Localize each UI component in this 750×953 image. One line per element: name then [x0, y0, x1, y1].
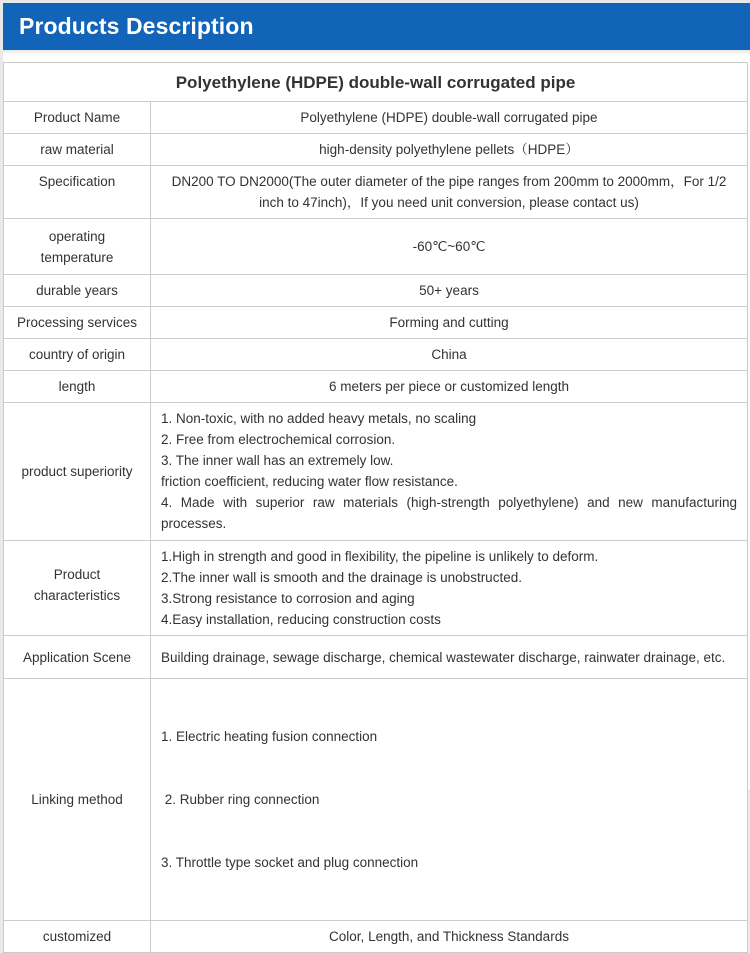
- list-item: 3. The inner wall has an extremely low.: [161, 453, 394, 468]
- row-label: Product Name: [4, 102, 151, 134]
- table-row-product-characteristics: [4, 541, 748, 636]
- row-label: Processing services: [4, 307, 151, 339]
- table-row-customized: [4, 921, 748, 953]
- row-value-list: [151, 541, 748, 636]
- list-item: 2. Free from electrochemical corrosion.: [161, 432, 396, 447]
- row-label: Specification: [4, 166, 151, 219]
- table-row-specification: [4, 166, 748, 219]
- table-row-operating-temperature: [4, 219, 748, 275]
- table-row-product-name: [4, 102, 748, 134]
- row-label: operating temperature: [4, 219, 151, 275]
- table-row-application-scene: [4, 636, 748, 679]
- table-row-length: [4, 371, 748, 403]
- row-label: Linking method: [4, 679, 151, 921]
- row-label: raw material: [4, 134, 151, 166]
- row-label: product superiority: [4, 403, 151, 541]
- list-item: 2.The inner wall is smooth and the drainage is unobstructed.: [161, 570, 522, 585]
- row-label: country of origin: [4, 339, 151, 371]
- list-item: 1. Electric heating fusion connection: [161, 729, 378, 744]
- row-value-list: [151, 403, 748, 541]
- list-item: 3. Throttle type socket and plug connection: [161, 855, 419, 870]
- row-label: customized: [4, 921, 151, 953]
- section-header-banner: [3, 3, 750, 50]
- table-row-country-of-origin: [4, 339, 748, 371]
- row-label: durable years: [4, 275, 151, 307]
- row-value: DN200 TO DN2000(The outer diameter of the pipe ranges from 200mm to 2000mm，For 1/2 inch to 47inch)，If you need unit conversion, please contact us): [151, 166, 748, 219]
- table-row-product-superiority: [4, 403, 748, 541]
- list-item: 1.High in strength and good in flexibility, the pipeline is unlikely to deform.: [161, 549, 599, 564]
- list-item: 2. Rubber ring connection: [161, 792, 320, 807]
- row-value: Polyethylene (HDPE) double-wall corrugated pipe: [151, 102, 748, 134]
- table-row-raw-material: [4, 134, 748, 166]
- row-value: 50+ years: [151, 275, 748, 307]
- table-row-processing-services: [4, 307, 748, 339]
- row-value-list: [151, 679, 748, 921]
- list-item: 4.Easy installation, reducing construction costs: [161, 612, 441, 627]
- row-value: -60℃~60℃: [151, 219, 748, 275]
- list-item: 1. Non-toxic, with no added heavy metals, no scaling: [161, 411, 477, 426]
- row-value: China: [151, 339, 748, 371]
- table-row-durable-years: [4, 275, 748, 307]
- row-value: high-density polyethylene pellets（HDPE）: [151, 134, 748, 166]
- row-value: Building drainage, sewage discharge, chemical wastewater discharge, rainwater drainage, etc.: [151, 636, 748, 679]
- row-value: Color, Length, and Thickness Standards: [151, 921, 748, 953]
- list-item: friction coefficient, reducing water flow resistance.: [161, 474, 458, 489]
- table-row-linking-method: [4, 679, 748, 921]
- table-title-row: [4, 63, 748, 102]
- row-value: Forming and cutting: [151, 307, 748, 339]
- row-label: length: [4, 371, 151, 403]
- list-item: 4. Made with superior raw materials (high-strength polyethylene) and new manufacturing processes.: [161, 495, 737, 531]
- row-label: Product characteristics: [4, 541, 151, 636]
- row-label: Application Scene: [4, 636, 151, 679]
- product-spec-table: [3, 62, 748, 953]
- list-item: 3.Strong resistance to corrosion and aging: [161, 591, 415, 606]
- section-title: Products Description: [19, 13, 254, 39]
- row-value: 6 meters per piece or customized length: [151, 371, 748, 403]
- table-title: Polyethylene (HDPE) double-wall corrugated pipe: [4, 63, 748, 102]
